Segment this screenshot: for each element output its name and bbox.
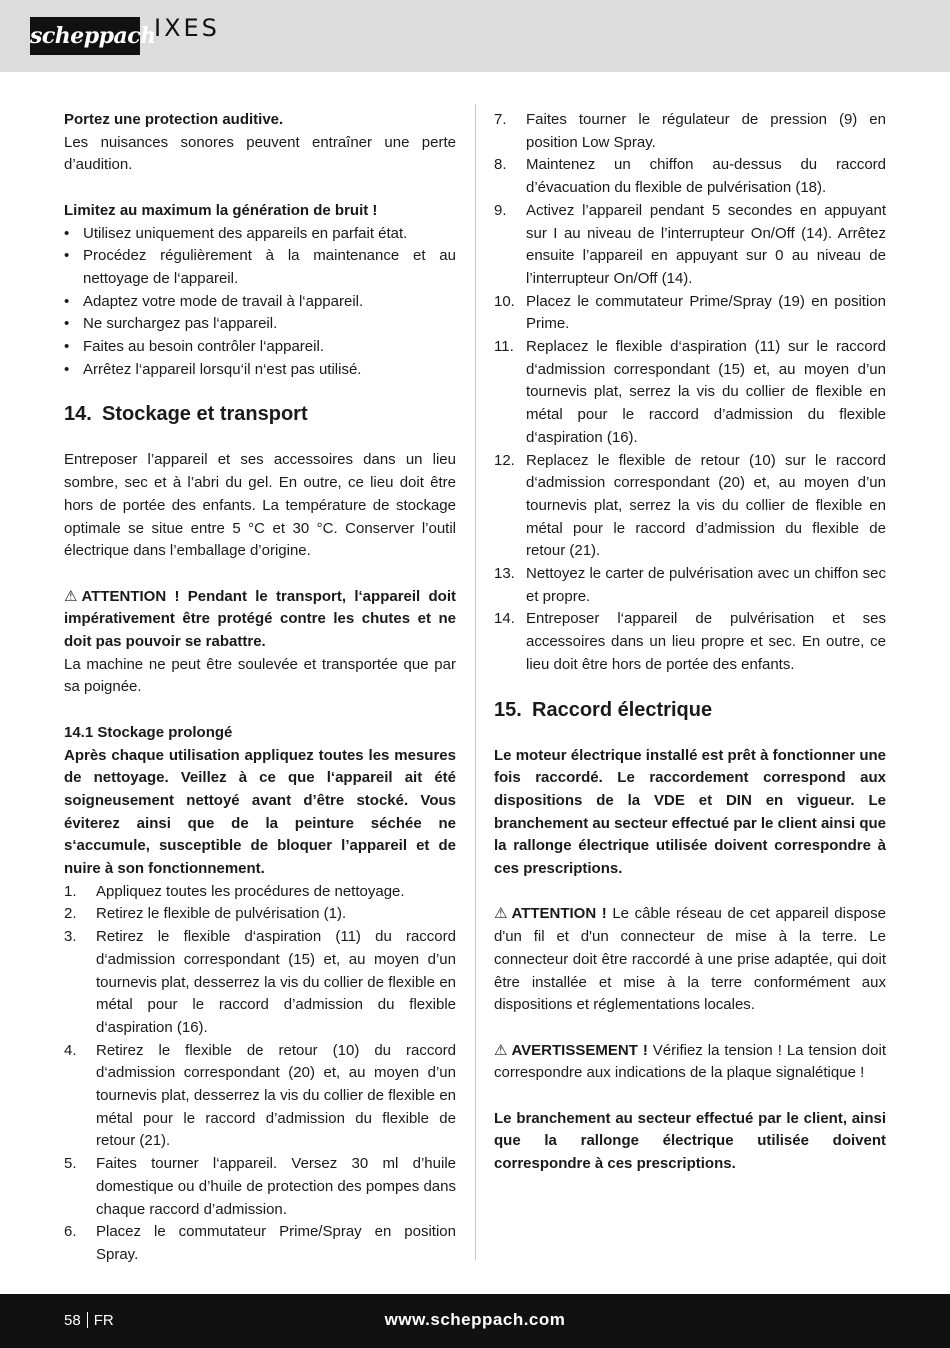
storage-text: Entreposer l’appareil et ses accessoires dans un lieu sombre, sec et à l’abri du gel. En outre, ce lieu doit être hors de portée des enfants. La température de stockage optimale se situe entre 5 °C et 30 °C. Conserver l’outil électrique dans l’emballage d’origine.	[64, 451, 456, 560]
ixes-logo: IXES	[154, 14, 220, 42]
hearing-protection-title: Portez une protection auditive.	[64, 111, 284, 128]
section-14-title: Stockage et transport	[102, 403, 308, 426]
transport-text: La machine ne peut être soulevée et transportée que par sa poignée.	[64, 655, 456, 696]
list-item: • Utilisez uniquement des appareils en parfait état.	[64, 223, 456, 246]
list-item: 14. Entreposer l‘appareil de pulvérisation et ses accessoires dans un lieu propre et sec. En outre, ce lieu doit être hors de portée des enfants.	[494, 610, 886, 673]
list-item: 9. Activez l’appareil pendant 5 secondes en appuyant sur I au niveau de l’interrupteur On/Off (14). Arrêtez ensuite l’appareil en appuyant sur 0 au niveau de l’interrupteur On/Off (14).	[494, 201, 886, 287]
electrical-warning	[494, 1040, 886, 1085]
scheppach-logo: scheppach	[30, 17, 140, 55]
long-storage-steps-left	[64, 881, 456, 1267]
list-item: 12. Replacez le flexible de retour (10) sur le raccord d‘admission correspondant (20) et, au moyen d’un tournevis plat, serrez la vis du collier de flexible en métal pour le raccord d’admission du flexible de retour (21).	[494, 451, 886, 560]
page-footer	[0, 1294, 950, 1348]
list-item: 2. Retirez le flexible de pulvérisation (1).	[64, 905, 347, 923]
hearing-protection-text: Les nuisances sonores peuvent entraîner une perte d’audition.	[64, 133, 456, 174]
section-14-number: 14.	[64, 403, 92, 426]
warning-label: AVERTISSEMENT !	[511, 1041, 648, 1059]
section-15-heading	[494, 697, 886, 723]
warning-icon: ⚠	[64, 587, 78, 605]
transport-attention-text: ATTENTION ! Pendant le transport, l‘appareil doit impérativement être protégé contre les chutes et ne doit pas pouvoir se rabattre.	[64, 587, 456, 651]
section-15-number: 15.	[494, 698, 522, 721]
website-url: www.scheppach.com	[384, 1310, 566, 1329]
list-item: • Faites au besoin contrôler l‘appareil.	[64, 336, 456, 359]
long-storage-steps-right	[494, 109, 886, 677]
attention-text: Le câble réseau de cet appareil dispose d'un fil et d'un connecteur de mise à la terre. Le connecteur doit être raccordé à une prise adaptée, qui doit être installée et mise à la terre conformément aux dispositions et réglementations locales.	[494, 905, 886, 1014]
long-storage-text: Après chaque utilisation appliquez toutes les mesures de nettoyage. Veillez à ce que l‘appareil ait été soigneusement nettoyé avant d’être stocké. Vous éviterez ainsi que de la peinture séchée ne s‘accumule, susceptible de bloquer l’appareil et de nuire à son fonctionnement.	[64, 746, 456, 878]
list-item: • Adaptez votre mode de travail à l‘appareil.	[64, 291, 456, 314]
electrical-attention	[494, 903, 886, 1017]
warning-icon: ⚠	[494, 1041, 508, 1059]
list-item: 3. Retirez le flexible d‘aspiration (11) du raccord d‘admission correspondant (15) et, au moyen d’un tournevis plat, desserrez la vis du collier de flexible en métal pour le raccord d’admission du flexible d‘aspiration (16).	[64, 928, 456, 1036]
noise-title: Limitez au maximum la génération de bruit !	[64, 201, 378, 219]
page-number: 58 FR	[64, 1312, 114, 1329]
left-column	[64, 109, 456, 1267]
warning-text: Vérifiez la tension ! La tension doit correspondre aux indications de la plaque signalétique !	[494, 1041, 886, 1082]
list-item: 5. Faites tourner l‘appareil. Versez 30 ml d’huile domestique ou d’huile de protection des pompes dans chaque raccord d’admission.	[64, 1155, 456, 1218]
section-14-heading	[64, 401, 456, 427]
list-item: • Ne surchargez pas l‘appareil.	[64, 313, 456, 336]
attention-label: ATTENTION !	[511, 905, 607, 923]
list-item: 8. Maintenez un chiffon au-dessus du raccord d’évacuation du flexible de pulvérisation (18).	[494, 156, 886, 197]
section-15-title: Raccord électrique	[532, 698, 713, 721]
list-item: • Arrêtez l‘appareil lorsqu‘il n‘est pas utilisé.	[64, 359, 456, 382]
column-divider	[475, 104, 476, 1260]
right-column	[494, 109, 886, 1176]
list-item: 10. Placez le commutateur Prime/Spray (19) en position Prime.	[494, 292, 886, 333]
list-item: 4. Retirez le flexible de retour (10) du raccord d‘admission correspondant (20) et, au moyen d’un tournevis plat, desserrez la vis du collier de flexible en métal pour le raccord d’admission du flexible de retour (21).	[64, 1041, 456, 1150]
list-item: 11. Replacez le flexible d‘aspiration (11) sur le raccord d‘admission correspondant (15) et, au moyen d’un tournevis plat, serrez la vis du collier de flexible en métal pour le raccord d’admission du flexible d‘aspiration (16).	[494, 338, 886, 446]
list-item: 1. Appliquez toutes les procédures de nettoyage.	[64, 882, 405, 900]
page-header	[0, 0, 950, 72]
section-14-1-title: 14.1 Stockage prolongé	[64, 723, 233, 741]
list-item: 7. Faites tourner le régulateur de pression (9) en position Low Spray.	[494, 111, 886, 151]
list-item: 13. Nettoyez le carter de pulvérisation avec un chiffon sec et propre.	[494, 565, 886, 605]
list-item: • Procédez régulièrement à la maintenance et au nettoyage de l‘appareil.	[64, 245, 456, 290]
warning-icon: ⚠	[494, 905, 508, 923]
list-item: 6. Placez le commutateur Prime/Spray en position Spray.	[64, 1223, 456, 1263]
transport-attention	[64, 586, 456, 654]
electrical-final: Le branchement au secteur effectué par le client, ainsi que la rallonge électrique utilisée doivent correspondre à ces prescriptions.	[494, 1109, 886, 1173]
noise-list	[64, 223, 456, 382]
electrical-intro: Le moteur électrique installé est prêt à fonctionner une fois raccordé. Le raccordement correspond aux dispositions de la VDE et DIN en vigueur. Le branchement au secteur effectué par le client ainsi que la rallonge électrique utilisée doivent correspondre à ces prescriptions.	[494, 746, 886, 878]
